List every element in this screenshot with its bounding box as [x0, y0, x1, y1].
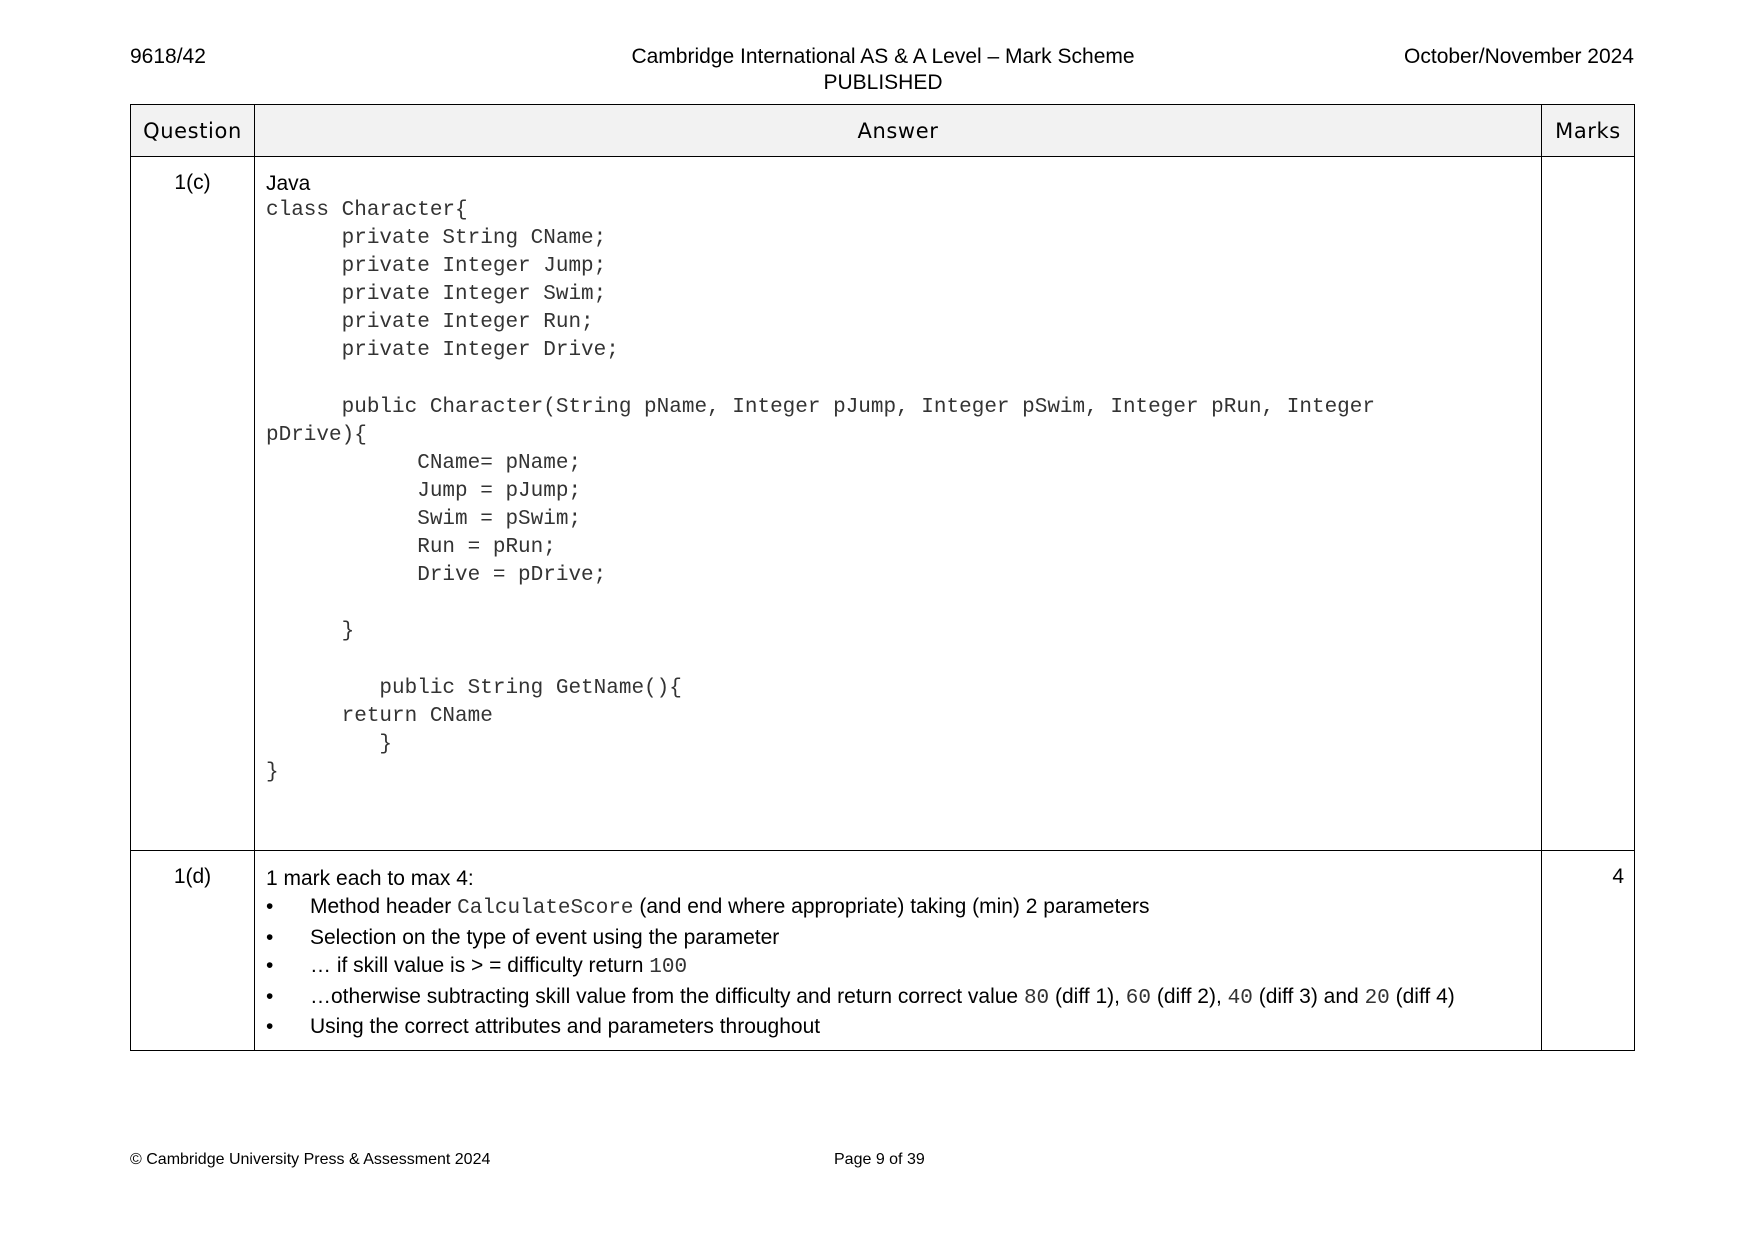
- inline-code: 80: [1023, 986, 1050, 1010]
- bullet-icon: •: [266, 1015, 274, 1038]
- document-title: Cambridge International AS & A Level – Mark Scheme: [631, 45, 1135, 68]
- list-item: • … if skill value is > = difficulty return 100: [266, 954, 688, 979]
- marking-instruction: 1 mark each to max 4:: [266, 867, 474, 890]
- table-row: [131, 851, 1635, 1051]
- table-row: [131, 157, 1635, 851]
- answer-cell: [255, 851, 1542, 1051]
- bullet-icon: •: [266, 895, 274, 918]
- paper-code: 9618/42: [130, 45, 206, 68]
- list-item: • Selection on the type of event using the parameter: [266, 924, 1531, 953]
- inline-code: CalculateScore: [457, 897, 634, 920]
- page-number: Page 9 of 39: [834, 1151, 925, 1168]
- copyright-notice: © Cambridge University Press & Assessment 2024: [130, 1151, 491, 1168]
- language-label: Java: [266, 172, 311, 195]
- list-item: • Method header CalculateScore (and end where appropriate) taking (min) 2 parameters: [266, 895, 1150, 920]
- mark-scheme-table: [130, 104, 1635, 1051]
- bullet-icon: •: [266, 984, 274, 1008]
- question-number: 1(d): [131, 851, 255, 1051]
- list-item: • Using the correct attributes and parameters throughout: [266, 1013, 1531, 1042]
- marks-cell: [1542, 157, 1635, 851]
- table-header-row: [131, 105, 1635, 157]
- marks-cell: 4: [1542, 851, 1635, 1051]
- code-block: class Character{ private String CName; private Integer Jump; private Integer Swim; private Integer Run; private Integer Drive; public Character(String pName, Integer pJump, Integer pSwim, Integer pRun, Integer pDrive){ CName= pName; Jump = pJump; Swim = pSwim; Run = pRun; Drive = pDrive; } public String GetName(){ return CName } }: [266, 199, 1375, 784]
- marking-points-list: [266, 893, 1531, 1042]
- inline-code: 40: [1227, 986, 1253, 1010]
- bullet-icon: •: [266, 954, 274, 977]
- answer-cell: [255, 157, 1542, 851]
- column-header-marks: Marks: [1542, 105, 1635, 157]
- inline-code: 100: [649, 956, 688, 979]
- list-item: • …otherwise subtracting skill value from the difficulty and return correct value 80 (diff 1), 60 (diff 2), 40 (diff 3) and 20 (diff 4): [266, 984, 1455, 1010]
- column-header-question: Question: [131, 105, 255, 157]
- inline-code: 60: [1125, 986, 1152, 1010]
- column-header-answer: Answer: [255, 105, 1542, 157]
- question-number: 1(c): [131, 157, 255, 851]
- bullet-icon: •: [266, 925, 274, 949]
- document-subtitle: PUBLISHED: [823, 71, 943, 94]
- exam-session: October/November 2024: [1404, 45, 1634, 68]
- inline-code: 20: [1364, 986, 1390, 1010]
